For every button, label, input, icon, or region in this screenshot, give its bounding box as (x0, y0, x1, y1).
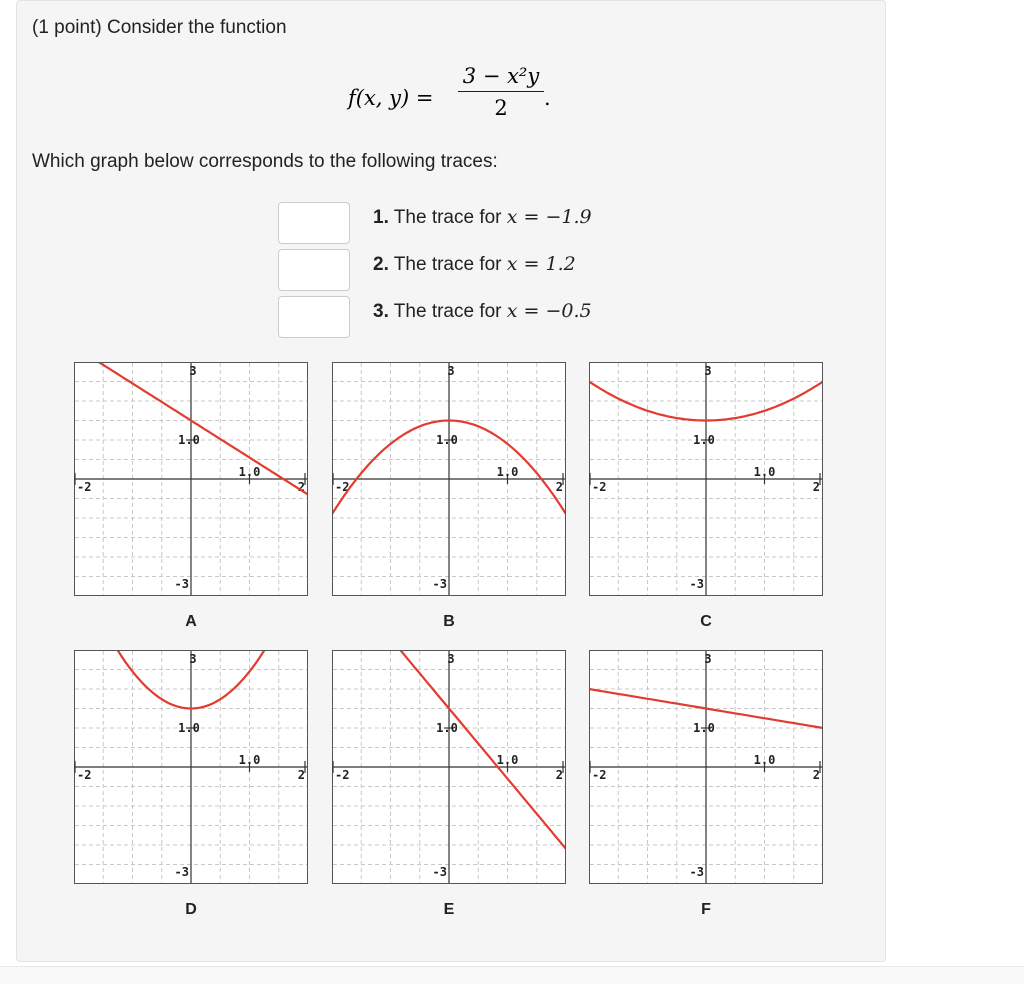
x-tick-label: 1.0 (753, 753, 776, 767)
trace-number: 1. (373, 207, 389, 228)
y-tick-label: 1.0 (436, 433, 458, 447)
graph-f[interactable] (589, 650, 823, 884)
y-max-label: 3 (447, 652, 455, 666)
y-min-label: -3 (689, 865, 704, 879)
x-max-label: 2 (812, 480, 820, 494)
graph-plot (332, 650, 566, 884)
y-max-label: 3 (189, 364, 197, 378)
question-text: Which graph below corresponds to the following traces: (32, 151, 498, 172)
y-max-label: 3 (189, 652, 197, 666)
page-footer-bar (0, 966, 1024, 984)
graph-plot (332, 362, 566, 596)
function-numerator: 3 − x²y (458, 64, 544, 92)
trace-text: The trace for (393, 207, 502, 228)
x-tick-label: 1.0 (496, 753, 519, 767)
x-tick-label: 1.0 (238, 753, 261, 767)
y-max-label: 3 (447, 364, 455, 378)
graph-b[interactable] (332, 362, 566, 596)
graph-label-a: A (185, 613, 197, 630)
x-min-label: -2 (592, 480, 607, 494)
y-min-label: -3 (174, 865, 189, 879)
trace-equation: x = −1.9 (506, 206, 592, 228)
trace-item-3 (373, 300, 592, 323)
graph-plot (589, 362, 823, 596)
y-max-label: 3 (704, 652, 712, 666)
graph-label-d: D (185, 901, 197, 918)
y-tick-label: 1.0 (436, 721, 458, 735)
x-tick-label: 1.0 (753, 465, 776, 479)
trace-text: The trace for (393, 301, 502, 322)
y-min-label: -3 (432, 577, 447, 591)
y-min-label: -3 (174, 577, 189, 591)
y-min-label: -3 (689, 577, 704, 591)
trace-item-2 (373, 253, 576, 276)
function-fraction (458, 64, 544, 120)
graph-c[interactable] (589, 362, 823, 596)
graph-d[interactable] (74, 650, 308, 884)
answer-input-1[interactable] (278, 202, 350, 244)
x-min-label: -2 (77, 768, 92, 782)
x-max-label: 2 (297, 768, 305, 782)
graph-a[interactable] (74, 362, 308, 596)
function-formula (348, 64, 568, 134)
x-tick-label: 1.0 (496, 465, 519, 479)
function-period: . (544, 86, 551, 110)
trace-item-1 (373, 206, 592, 229)
trace-number: 2. (373, 254, 389, 275)
y-tick-label: 1.0 (178, 721, 200, 735)
graph-plot (589, 650, 823, 884)
trace-equation: x = −0.5 (506, 300, 592, 322)
graph-e[interactable] (332, 650, 566, 884)
graph-plot (74, 650, 308, 884)
function-lhs: f(x, y) = (348, 86, 434, 110)
graph-label-b: B (443, 613, 455, 630)
x-tick-label: 1.0 (238, 465, 261, 479)
graph-label-e: E (443, 901, 455, 918)
graph-label-f: F (701, 901, 711, 918)
x-min-label: -2 (335, 768, 350, 782)
trace-number: 3. (373, 301, 389, 322)
x-min-label: -2 (592, 768, 607, 782)
trace-equation: x = 1.2 (506, 253, 576, 275)
function-denominator: 2 (494, 96, 508, 120)
graph-label-c: C (700, 613, 712, 630)
answer-input-2[interactable] (278, 249, 350, 291)
problem-prompt: (1 point) Consider the function (32, 17, 287, 38)
graph-plot (74, 362, 308, 596)
y-tick-label: 1.0 (693, 721, 715, 735)
x-max-label: 2 (555, 768, 563, 782)
x-max-label: 2 (812, 768, 820, 782)
y-tick-label: 1.0 (693, 433, 715, 447)
x-min-label: -2 (335, 480, 350, 494)
x-max-label: 2 (297, 480, 305, 494)
y-max-label: 3 (704, 364, 712, 378)
y-tick-label: 1.0 (178, 433, 200, 447)
answer-input-3[interactable] (278, 296, 350, 338)
x-min-label: -2 (77, 480, 92, 494)
trace-text: The trace for (393, 254, 502, 275)
y-min-label: -3 (432, 865, 447, 879)
x-max-label: 2 (555, 480, 563, 494)
